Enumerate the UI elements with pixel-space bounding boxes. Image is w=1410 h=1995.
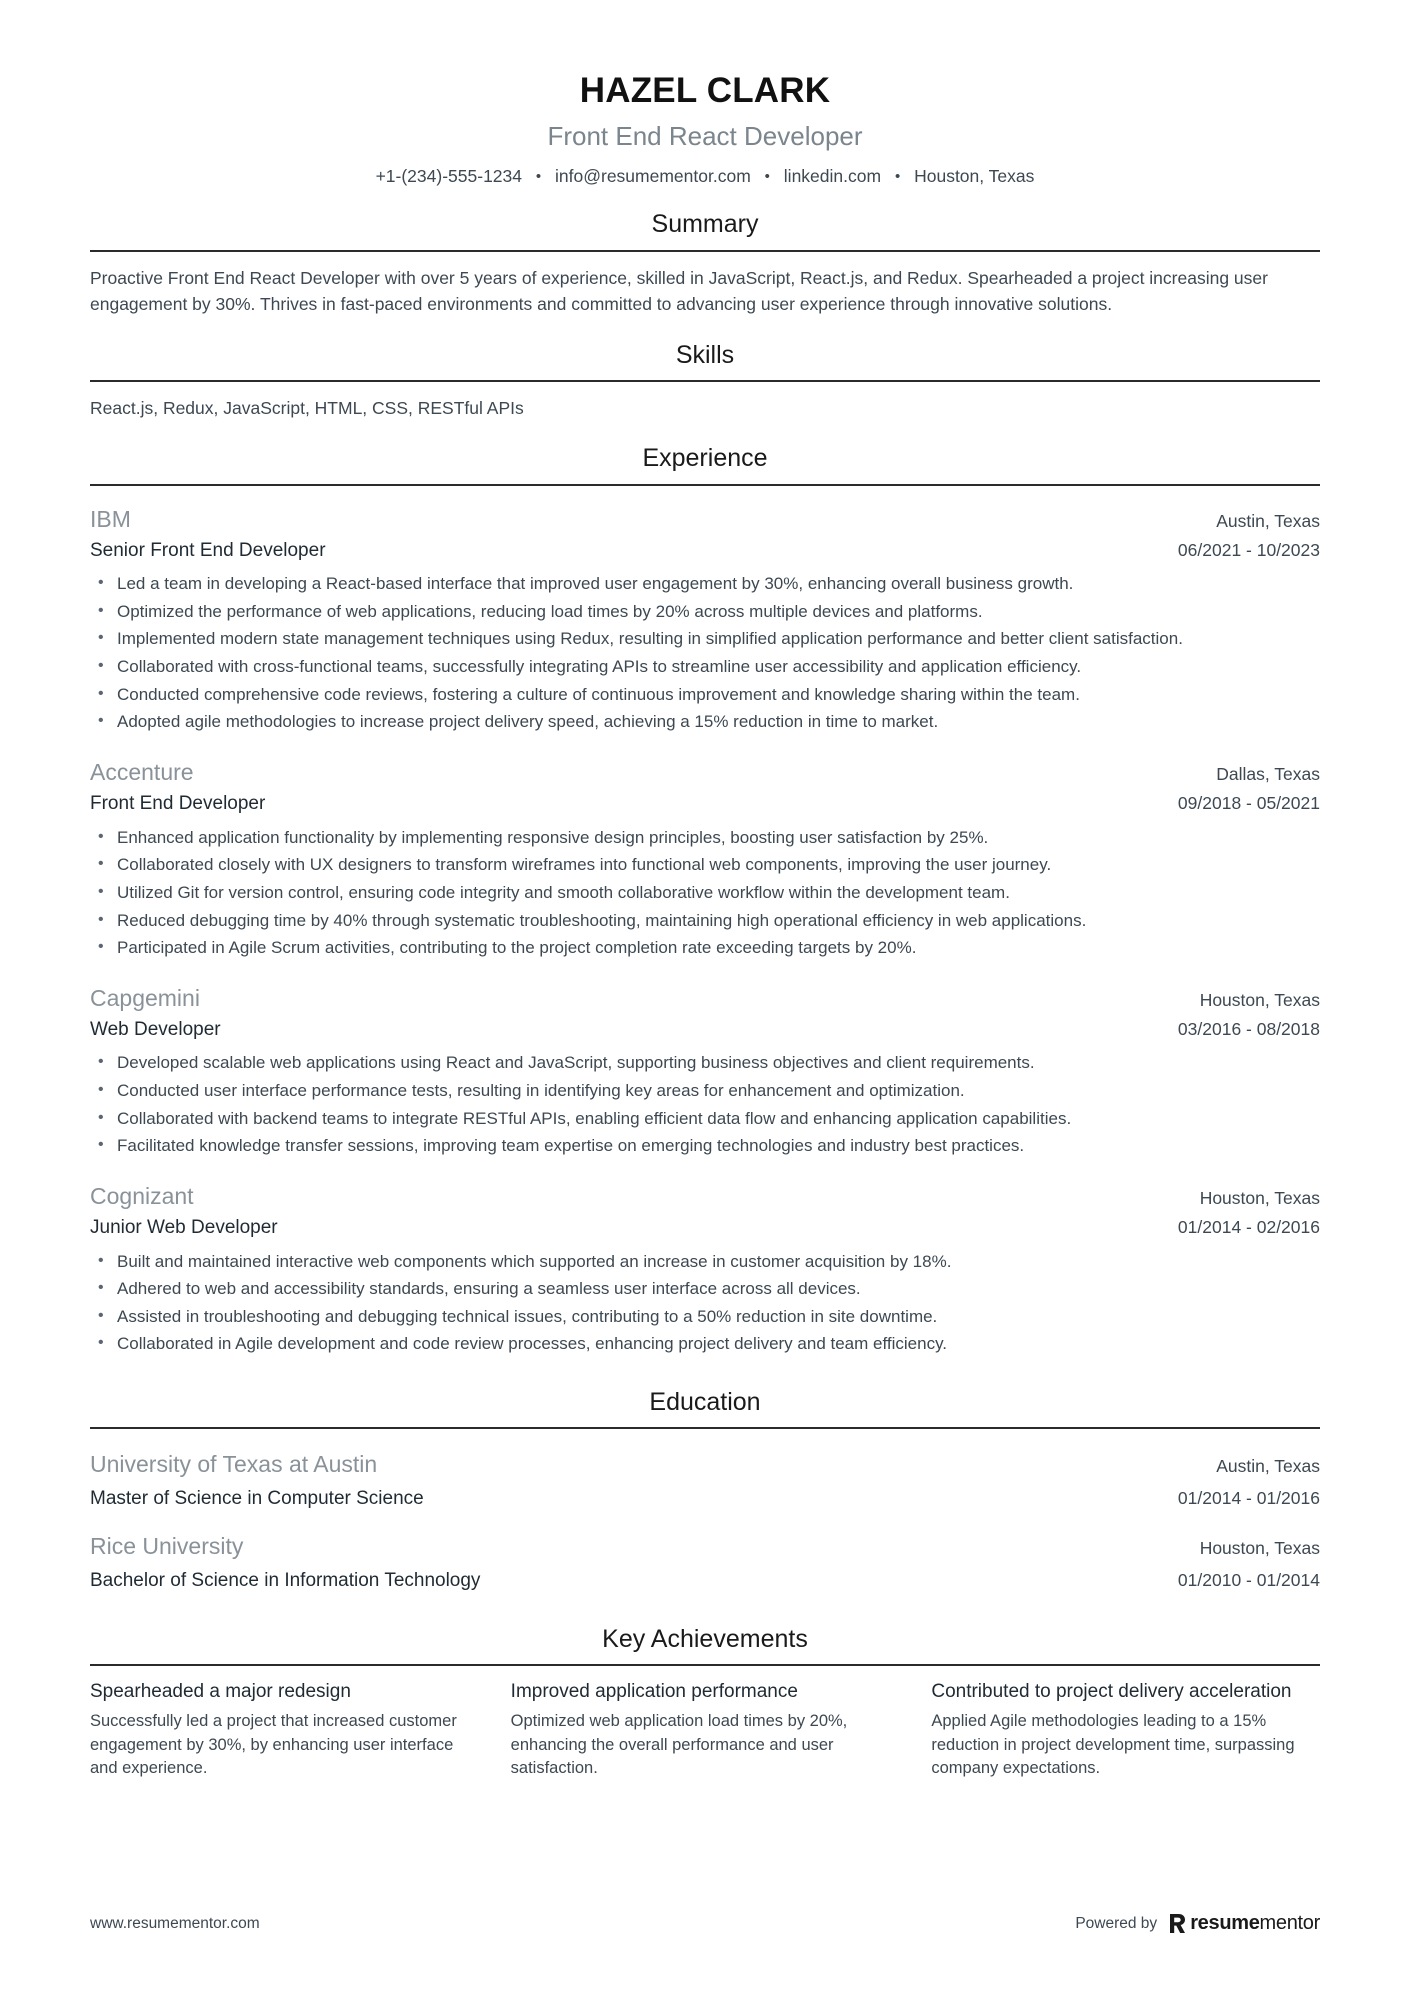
experience-role: Web Developer [90,1018,221,1040]
achievement-title: Improved application performance [510,1680,798,1702]
experience-entry [90,984,1320,1159]
contact-separator-icon: • [764,167,770,185]
bullet-item: • Built and maintained interactive web components which supported an increase in customer acquisition by 18%. [90,1250,1320,1275]
section-title-key-achievements: Key Achievements [602,1624,808,1653]
section-education [90,1387,1320,1593]
bullet-item: • Collaborated with cross-functional teams, successfully integrating APIs to streamline user accessibility and application efficiency. [90,655,1320,680]
resumementor-wordmark [1190,1912,1320,1935]
contact-linkedin[interactable]: linkedin.com [783,165,882,186]
experience-bullets [90,1051,1320,1159]
experience-location: Dallas, Texas [1216,764,1320,785]
achievement-item [511,1680,900,1781]
resumementor-mark-icon [1169,1913,1186,1934]
bullet-item: • Collaborated with backend teams to integrate RESTful APIs, enabling efficient data flow and enhancing application capabilities. [90,1107,1320,1132]
achievement-title: Spearheaded a major redesign [90,1680,351,1702]
footer-website-url[interactable]: www.resumementor.com [90,1914,260,1932]
education-school: University of Texas at Austin [90,1451,378,1478]
logo-light-part: mentor [1259,1912,1320,1934]
education-school: Rice University [90,1532,244,1559]
contact-email[interactable]: info@resumementor.com [555,165,751,186]
education-degree: Master of Science in Computer Science [90,1488,424,1510]
bullet-item: • Collaborated closely with UX designers to transform wireframes into functional web components, improving the user journey. [90,853,1320,878]
section-title-experience: Experience [642,444,768,473]
bullet-item: • Implemented modern state management techniques using Redux, resulting in simplified application performance and better client satisfaction. [90,627,1320,652]
experience-location: Houston, Texas [1199,1187,1320,1208]
resume-content [90,0,1320,1995]
logo-bold-part: resume [1190,1912,1260,1934]
experience-entry [90,758,1320,961]
contact-separator-icon: • [535,167,542,185]
bullet-item: • Assisted in troubleshooting and debugging technical issues, contributing to a 50% reduction in site downtime. [90,1305,1320,1330]
education-entry [90,1450,1320,1512]
contact-phone: +1-(234)-555-1234 [375,165,522,186]
achievement-item [931,1680,1320,1781]
experience-location: Houston, Texas [1199,989,1320,1010]
experience-location: Austin, Texas [1216,510,1320,531]
skills-list: React.js, Redux, JavaScript, HTML, CSS, RESTful APIs [90,398,524,419]
education-dates: 01/2010 - 01/2014 [1177,1569,1320,1590]
bullet-item: • Optimized the performance of web applications, reducing load times by 20% across multiple devices and platforms. [90,600,1320,625]
experience-company: Cognizant [90,1182,194,1209]
section-experience [90,443,1320,1357]
bullet-item: • Developed scalable web applications using React and JavaScript, supporting business objectives and client requirements. [90,1051,1320,1076]
section-title-summary: Summary [651,210,759,239]
achievement-item [90,1680,479,1781]
bullet-item: • Facilitated knowledge transfer sessions, improving team expertise on emerging technologies and industry best practices. [90,1134,1320,1159]
experience-role: Junior Web Developer [90,1216,278,1238]
education-dates: 01/2014 - 01/2016 [1177,1488,1320,1509]
page-footer [90,1912,1320,1935]
section-summary [90,209,1320,317]
education-degree: Bachelor of Science in Information Technology [90,1569,481,1591]
experience-entry [90,505,1320,735]
bullet-item: • Enhanced application functionality by implementing responsive design principles, boosting user satisfaction by 25%. [90,826,1320,851]
contact-location: Houston, Texas [914,165,1035,186]
education-location: Houston, Texas [1199,1537,1320,1558]
achievement-description: Applied Agile methodologies leading to a 15% reduction in project development time, surpassing company expectations. [931,1712,1295,1777]
bullet-item: • Collaborated in Agile development and code review processes, enhancing project delivery and team efficiency. [90,1332,1320,1357]
bullet-item: • Adopted agile methodologies to increase project delivery speed, achieving a 15% reduction in time to market. [90,710,1320,735]
experience-bullets [90,1250,1320,1358]
experience-dates: 03/2016 - 08/2018 [1177,1018,1320,1039]
bullet-item: • Participated in Agile Scrum activities, contributing to the project completion rate exceeding targets by 20%. [90,936,1320,961]
experience-dates: 01/2014 - 02/2016 [1177,1216,1320,1237]
experience-dates: 06/2021 - 10/2023 [1177,539,1320,560]
bullet-item: • Adhered to web and accessibility standards, ensuring a seamless user interface across all devices. [90,1277,1320,1302]
bullet-item: • Conducted comprehensive code reviews, fostering a culture of continuous improvement and knowledge sharing within the team. [90,683,1320,708]
education-entry [90,1532,1320,1594]
experience-dates: 09/2018 - 05/2021 [1177,792,1320,813]
section-title-education: Education [649,1388,761,1417]
contact-line [90,165,1320,188]
experience-company: Capgemini [90,984,200,1011]
experience-company: Accenture [90,759,194,786]
candidate-job-title: Front End React Developer [547,120,863,151]
experience-role: Front End Developer [90,792,266,814]
section-title-skills: Skills [675,340,735,369]
experience-bullets [90,572,1320,735]
education-location: Austin, Texas [1216,1456,1320,1477]
achievement-description: Optimized web application load times by 20%, enhancing the overall performance and user satisfaction. [510,1712,848,1777]
experience-company: IBM [90,505,131,532]
bullet-item: • Reduced debugging time by 40% through systematic troubleshooting, maintaining high operational efficiency in web applications. [90,909,1320,934]
experience-bullets [90,826,1320,961]
resumementor-logo[interactable] [1169,1912,1320,1935]
candidate-name: HAZEL CLARK [579,71,831,110]
summary-text: Proactive Front End React Developer with over 5 years of experience, skilled in JavaScript, React.js, and Redux. Spearheaded a project increasing user engagement by 30%. Thrives in fast-paced environments and committed to advancing user experience through innovative solutions. [90,267,1268,315]
bullet-item: • Utilized Git for version control, ensuring code integrity and smooth collaborative workflow within the development team. [90,881,1320,906]
contact-separator-icon: • [894,167,901,185]
bullet-item: • Led a team in developing a React-based interface that improved user engagement by 30%, enhancing overall business growth. [90,572,1320,597]
achievement-description: Successfully led a project that increased customer engagement by 30%, by enhancing user interface and experience. [90,1712,457,1777]
section-key-achievements [90,1624,1320,1781]
powered-by-label: Powered by [1075,1914,1158,1932]
achievements-grid [90,1666,1320,1781]
experience-entry [90,1182,1320,1357]
experience-role: Senior Front End Developer [90,539,326,561]
section-skills [90,340,1320,422]
achievement-title: Contributed to project delivery acceleration [931,1680,1292,1702]
resume-header [90,72,1320,187]
bullet-item: • Conducted user interface performance tests, resulting in identifying key areas for enhancement and optimization. [90,1079,1320,1104]
